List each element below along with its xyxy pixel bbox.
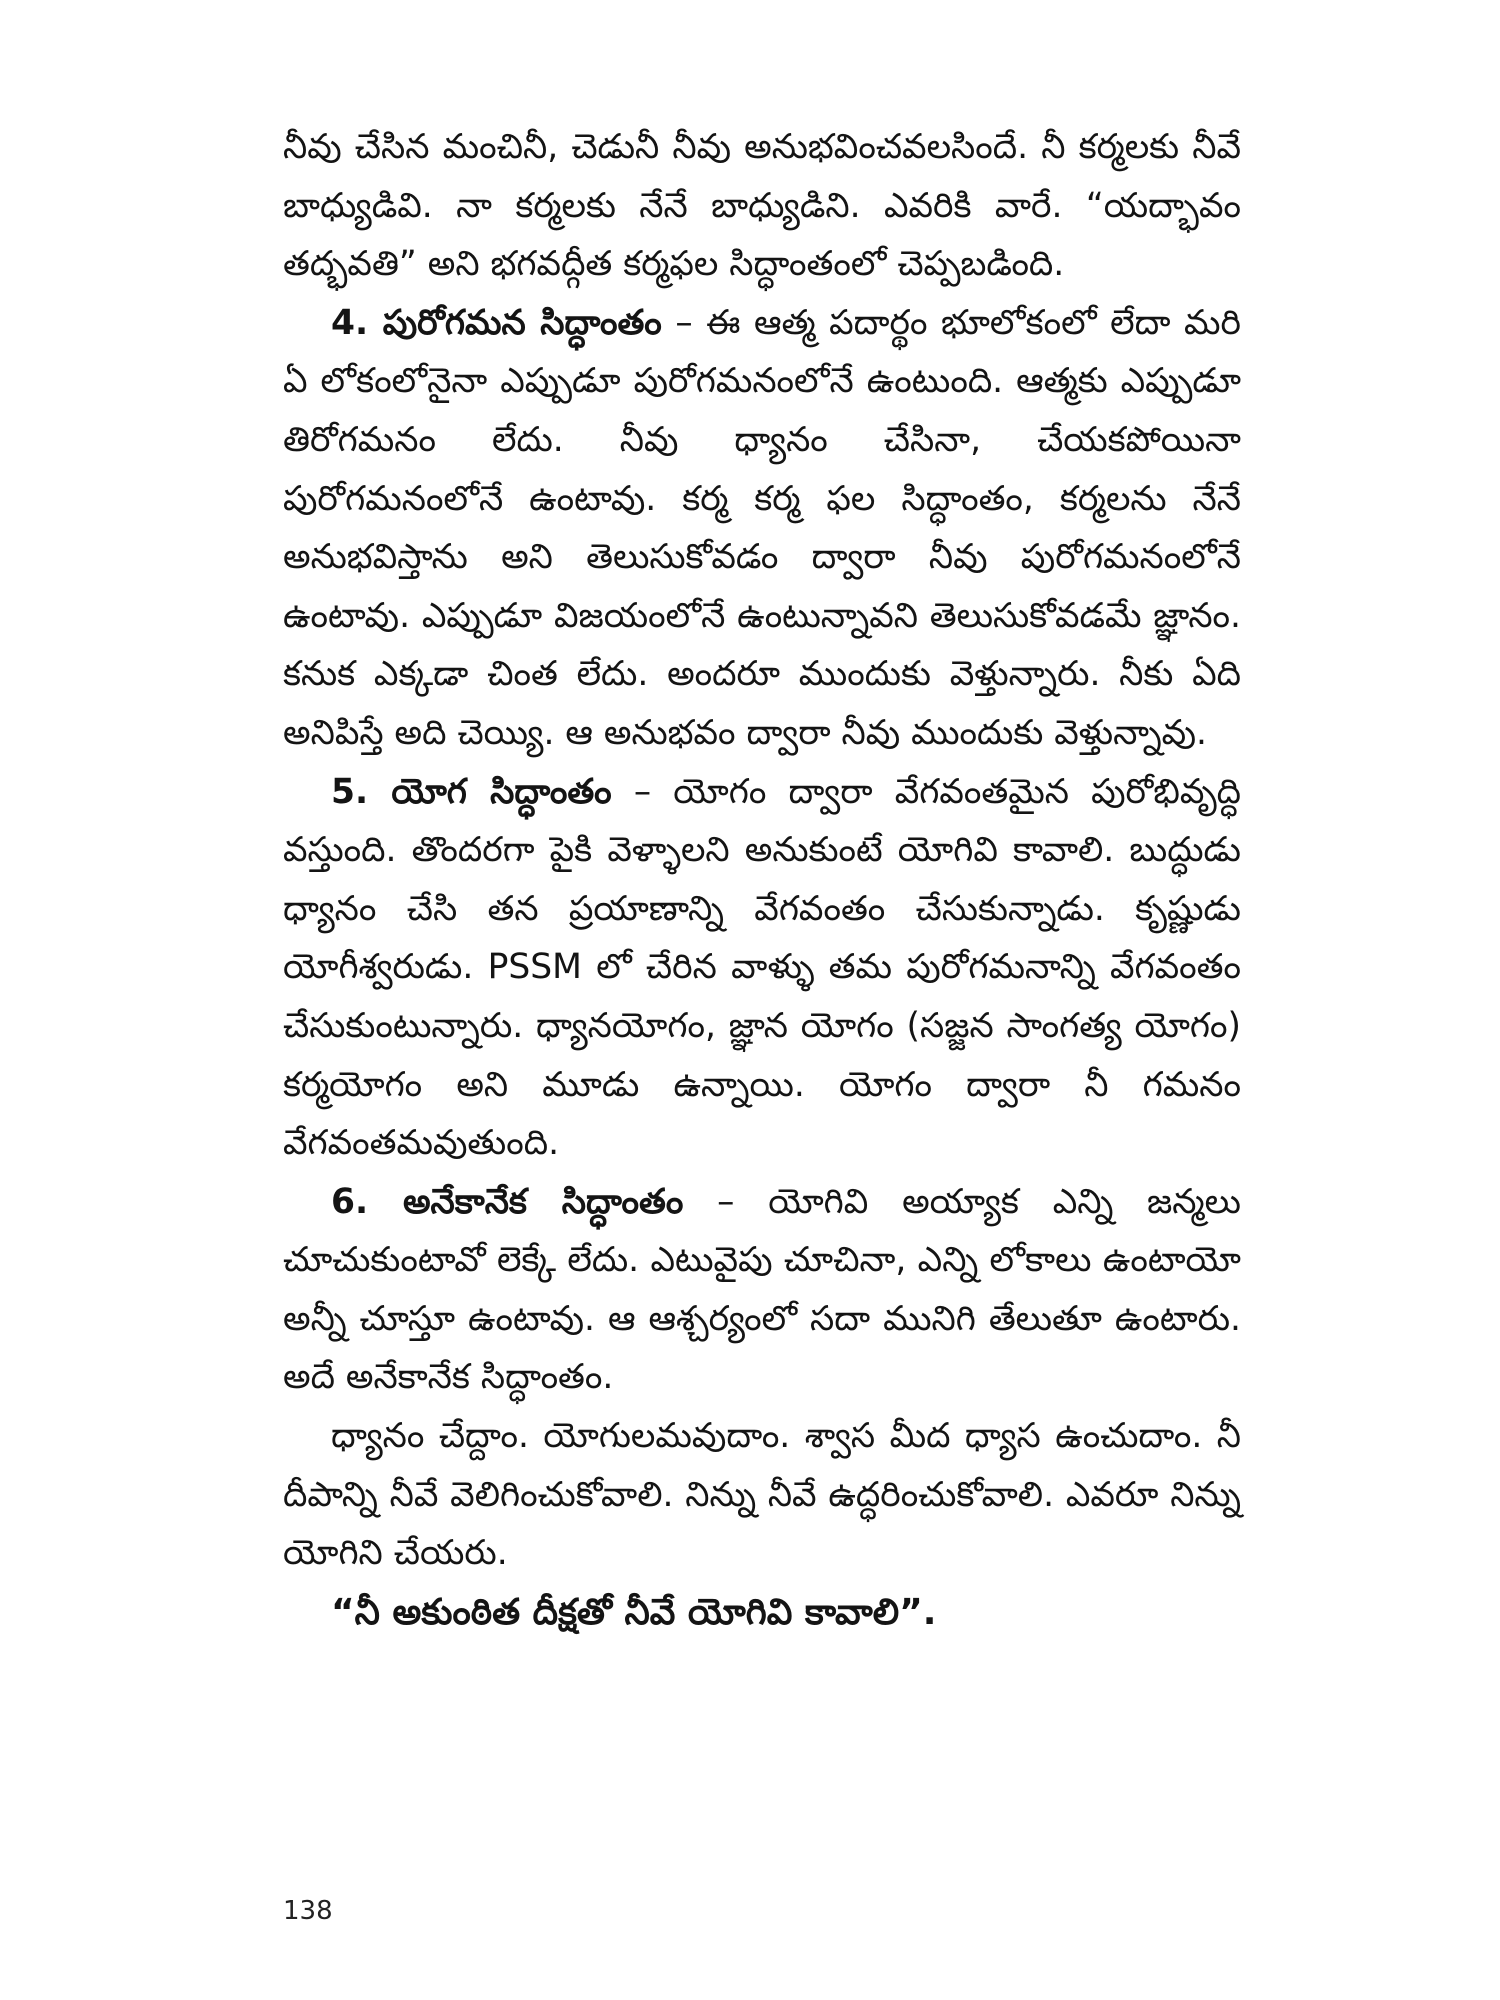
paragraph-meditation-call [283, 1407, 1241, 1583]
section-heading: 5. యోగ సిద్ధాంతం [331, 771, 612, 812]
body-text [283, 118, 1241, 1643]
page-number: 138 [283, 1896, 333, 1926]
paragraph-text: – యోగివి అయ్యాక ఎన్ని జన్మలు చూచుకుంటావో లెక్కే లేదు. ఎటువైపు చూచినా, ఎన్ని లోకాలు ఉంటాయో అన్నీ చూస్తూ ఉంటావు. ఆ ఆశ్చర్యంలో సదా మునిగి తేలుతూ ఉంటారు. అదే అనేకానేక సిద్ధాంతం. [283, 1181, 1241, 1398]
section-heading: 4. పురోగమన సిద్ధాంతం [331, 302, 662, 343]
paragraph-text: – యోగం ద్వారా వేగవంతమైన పురోభివృద్ధి వస్తుంది. తొందరగా పైకి వెళ్ళాలని అనుకుంటే యోగివి కావాలి. బుద్ధుడు ధ్యానం చేసి తన ప్రయాణాన్ని వేగవంతం చేసుకున్నాడు. కృష్ణుడు యోగీశ్వరుడు. PSSM లో చేరిన వాళ్ళు తమ పురోగమనాన్ని వేగవంతం చేసుకుంటున్నారు. ధ్యానయోగం, జ్ఞాన యోగం (సజ్జన సాంగత్య యోగం) కర్మయోగం అని మూడు ఉన్నాయి. యోగం ద్వారా నీ గమనం వేగవంతమవుతుంది. [283, 771, 1241, 1164]
paragraph-yoga-principle [283, 763, 1241, 1173]
paragraph-text: నీవు చేసిన మంచినీ, చెడునీ నీవు అనుభవించవలసిందే. నీ కర్మలకు నీవే బాధ్యుడివి. నా కర్మలకు నేనే బాధ్యుడిని. ఎవరికి వారే. “యద్భావం తద్భవతి” అని భగవద్గీత కర్మఫల సిద్ధాంతంలో చెప్పబడింది. [283, 127, 1241, 285]
section-heading: 6. అనేకానేక సిద్ధాంతం [331, 1181, 684, 1222]
paragraph-text: ధ్యానం చేద్దాం. యోగులమవుదాం. శ్వాస మీద ధ్యాస ఉంచుదాం. నీ దీపాన్ని నీవే వెలిగించుకోవాలి. నిన్ను నీవే ఉద్ధరించుకోవాలి. ఎవరూ నిన్ను యోగిని చేయరు. [283, 1416, 1241, 1574]
paragraph-text: – ఈ ఆత్మ పదార్థం భూలోకంలో లేదా మరి ఏ లోకంలోనైనా ఎప్పుడూ పురోగమనంలోనే ఉంటుంది. ఆత్మకు ఎప్పుడూ తిరోగమనం లేదు. నీవు ధ్యానం చేసినా, చేయకపోయినా పురోగమనంలోనే ఉంటావు. కర్మ కర్మ ఫల సిద్ధాంతం, కర్మలను నేనే అనుభవిస్తాను అని తెలుసుకోవడం ద్వారా నీవు పురోగమనంలోనే ఉంటావు. ఎప్పుడూ విజయంలోనే ఉంటున్నావని తెలుసుకోవడమే జ్ఞానం. కనుక ఎక్కడా చింత లేదు. అందరూ ముందుకు వెళ్తున్నారు. నీకు ఏది అనిపిస్తే అది చెయ్యి. ఆ అనుభవం ద్వారా నీవు ముందుకు వెళ్తున్నావు. [283, 302, 1241, 753]
paragraph-karma-conclusion [283, 118, 1241, 294]
paragraph-many-worlds-principle [283, 1173, 1241, 1407]
paragraph-progress-principle [283, 294, 1241, 763]
closing-quote: “నీ అకుంఠిత దీక్షతో నీవే యోగివి కావాలి”. [331, 1591, 937, 1633]
